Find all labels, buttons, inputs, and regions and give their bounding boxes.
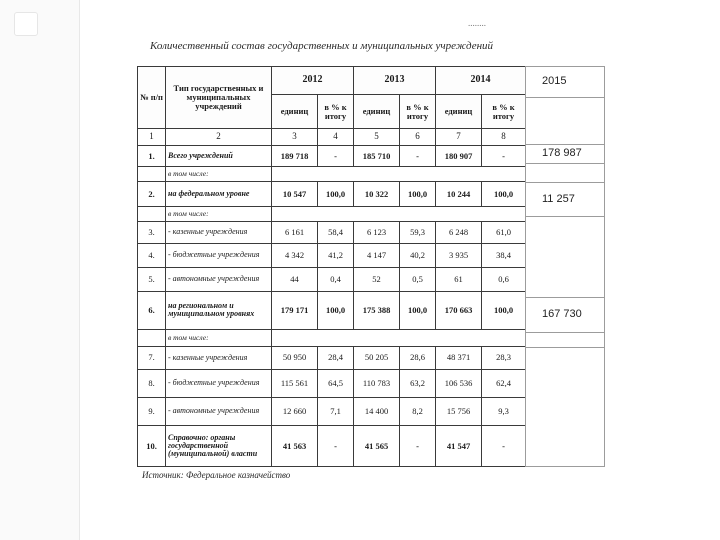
- empty-cell: [272, 206, 526, 221]
- percent-2012: 41,2: [318, 244, 354, 268]
- table-caption: Количественный состав государственных и муниципальных учреждений: [150, 40, 494, 52]
- percent-2013: 59,3: [400, 221, 436, 244]
- index-cell: 5: [354, 129, 400, 146]
- header-pct: в % к итогу: [482, 95, 526, 129]
- value-2012: 10 547: [272, 182, 318, 207]
- year-2015-column: [525, 66, 605, 467]
- table-row: [138, 291, 526, 329]
- slide-left-margin: [0, 0, 80, 540]
- row-number: 9.: [138, 397, 166, 425]
- percent-2013: 100,0: [400, 182, 436, 207]
- percent-2014: 9,3: [482, 397, 526, 425]
- percent-2014: 100,0: [482, 291, 526, 329]
- row-number: 8.: [138, 369, 166, 397]
- value-2014: 170 663: [436, 291, 482, 329]
- percent-2013: -: [400, 145, 436, 166]
- subheading-row: [138, 167, 526, 182]
- value-2012: 44: [272, 267, 318, 291]
- empty-cell: [138, 330, 166, 347]
- percent-2014: -: [482, 145, 526, 166]
- divider: [526, 144, 604, 145]
- top-mark: ........: [468, 18, 486, 28]
- value-2013: 14 400: [354, 397, 400, 425]
- table-row: [138, 347, 526, 370]
- divider: [526, 163, 604, 164]
- corner-mark: [14, 12, 38, 36]
- percent-2014: 0,6: [482, 267, 526, 291]
- percent-2012: 28,4: [318, 347, 354, 370]
- percent-2013: 28,6: [400, 347, 436, 370]
- table-row: [138, 145, 526, 166]
- percent-2012: 100,0: [318, 182, 354, 207]
- federal-2015: 11 257: [542, 193, 575, 205]
- percent-2013: -: [400, 426, 436, 467]
- value-2013: 50 205: [354, 347, 400, 370]
- percent-2012: 58,4: [318, 221, 354, 244]
- table-row: [138, 426, 526, 467]
- row-number: 1.: [138, 145, 166, 166]
- index-cell: 3: [272, 129, 318, 146]
- row-name: - автономные учреждения: [166, 267, 272, 291]
- percent-2014: -: [482, 426, 526, 467]
- row-name: - казенные учреждения: [166, 221, 272, 244]
- percent-2014: 100,0: [482, 182, 526, 207]
- subheading-label: в том числе:: [166, 167, 272, 182]
- institutions-table: [137, 66, 526, 467]
- row-name: - казенные учреждения: [166, 347, 272, 370]
- divider: [526, 347, 604, 348]
- value-2014: 3 935: [436, 244, 482, 268]
- row-name: на федеральном уровне: [166, 182, 272, 207]
- index-cell: 6: [400, 129, 436, 146]
- source-note: Источник: Федеральное казначейство: [142, 470, 291, 480]
- table-row: [138, 221, 526, 244]
- subheading-row: [138, 206, 526, 221]
- percent-2012: -: [318, 145, 354, 166]
- row-number: 6.: [138, 291, 166, 329]
- divider: [526, 297, 604, 298]
- value-2012: 6 161: [272, 221, 318, 244]
- value-2014: 180 907: [436, 145, 482, 166]
- value-2012: 12 660: [272, 397, 318, 425]
- percent-2012: -: [318, 426, 354, 467]
- table-row: [138, 369, 526, 397]
- percent-2013: 40,2: [400, 244, 436, 268]
- value-2014: 10 244: [436, 182, 482, 207]
- value-2014: 15 756: [436, 397, 482, 425]
- empty-cell: [138, 167, 166, 182]
- row-number: 5.: [138, 267, 166, 291]
- header-row-years: [138, 67, 526, 95]
- percent-2012: 64,5: [318, 369, 354, 397]
- value-2013: 6 123: [354, 221, 400, 244]
- header-units: единиц: [272, 95, 318, 129]
- empty-cell: [272, 167, 526, 182]
- percent-2012: 7,1: [318, 397, 354, 425]
- subheading-row: [138, 330, 526, 347]
- value-2013: 185 710: [354, 145, 400, 166]
- row-name: на региональном и муниципальном уровнях: [166, 291, 272, 329]
- table-row: [138, 244, 526, 268]
- row-number: 3.: [138, 221, 166, 244]
- value-2013: 110 783: [354, 369, 400, 397]
- value-2012: 189 718: [272, 145, 318, 166]
- index-cell: 1: [138, 129, 166, 146]
- subheading-label: в том числе:: [166, 206, 272, 221]
- divider: [526, 182, 604, 183]
- divider: [526, 97, 604, 98]
- value-2013: 41 565: [354, 426, 400, 467]
- index-row: [138, 129, 526, 146]
- percent-2013: 0,5: [400, 267, 436, 291]
- header-year-2012: 2012: [272, 67, 354, 95]
- row-number: 2.: [138, 182, 166, 207]
- value-2013: 4 147: [354, 244, 400, 268]
- percent-2012: 100,0: [318, 291, 354, 329]
- row-name: - бюджетные учреждения: [166, 244, 272, 268]
- index-cell: 4: [318, 129, 354, 146]
- row-number: 7.: [138, 347, 166, 370]
- percent-2012: 0,4: [318, 267, 354, 291]
- table-row: [138, 397, 526, 425]
- header-units: единиц: [436, 95, 482, 129]
- index-cell: 8: [482, 129, 526, 146]
- value-2013: 52: [354, 267, 400, 291]
- divider: [526, 216, 604, 217]
- value-2012: 179 171: [272, 291, 318, 329]
- value-2014: 106 536: [436, 369, 482, 397]
- row-number: 10.: [138, 426, 166, 467]
- row-name: - автономные учреждения: [166, 397, 272, 425]
- value-2014: 61: [436, 267, 482, 291]
- header-year-2013: 2013: [354, 67, 436, 95]
- table-row: [138, 182, 526, 207]
- header-type: Тип государственных и муниципальных учреждений: [166, 67, 272, 129]
- percent-2014: 62,4: [482, 369, 526, 397]
- percent-2014: 38,4: [482, 244, 526, 268]
- value-2012: 4 342: [272, 244, 318, 268]
- header-units: единиц: [354, 95, 400, 129]
- percent-2013: 100,0: [400, 291, 436, 329]
- header-year-2014: 2014: [436, 67, 526, 95]
- header-num: № п/п: [138, 67, 166, 129]
- percent-2013: 63,2: [400, 369, 436, 397]
- total-2015: 178 987: [542, 147, 582, 159]
- subheading-label: в том числе:: [166, 330, 272, 347]
- table-row: [138, 267, 526, 291]
- value-2014: 48 371: [436, 347, 482, 370]
- index-cell: 7: [436, 129, 482, 146]
- value-2012: 50 950: [272, 347, 318, 370]
- empty-cell: [272, 330, 526, 347]
- percent-2014: 61,0: [482, 221, 526, 244]
- percent-2013: 8,2: [400, 397, 436, 425]
- value-2012: 115 561: [272, 369, 318, 397]
- divider: [526, 332, 604, 333]
- row-name: Всего учреждений: [166, 145, 272, 166]
- index-cell: 2: [166, 129, 272, 146]
- value-2012: 41 563: [272, 426, 318, 467]
- header-pct: в % к итогу: [318, 95, 354, 129]
- value-2013: 175 388: [354, 291, 400, 329]
- row-number: 4.: [138, 244, 166, 268]
- year-2015-label: 2015: [542, 75, 567, 87]
- value-2013: 10 322: [354, 182, 400, 207]
- empty-cell: [138, 206, 166, 221]
- value-2014: 41 547: [436, 426, 482, 467]
- header-pct: в % к итогу: [400, 95, 436, 129]
- percent-2014: 28,3: [482, 347, 526, 370]
- value-2014: 6 248: [436, 221, 482, 244]
- row-name: Справочно: органы государственной (муниципальной) власти: [166, 426, 272, 467]
- regional-2015: 167 730: [542, 308, 582, 320]
- row-name: - бюджетные учреждения: [166, 369, 272, 397]
